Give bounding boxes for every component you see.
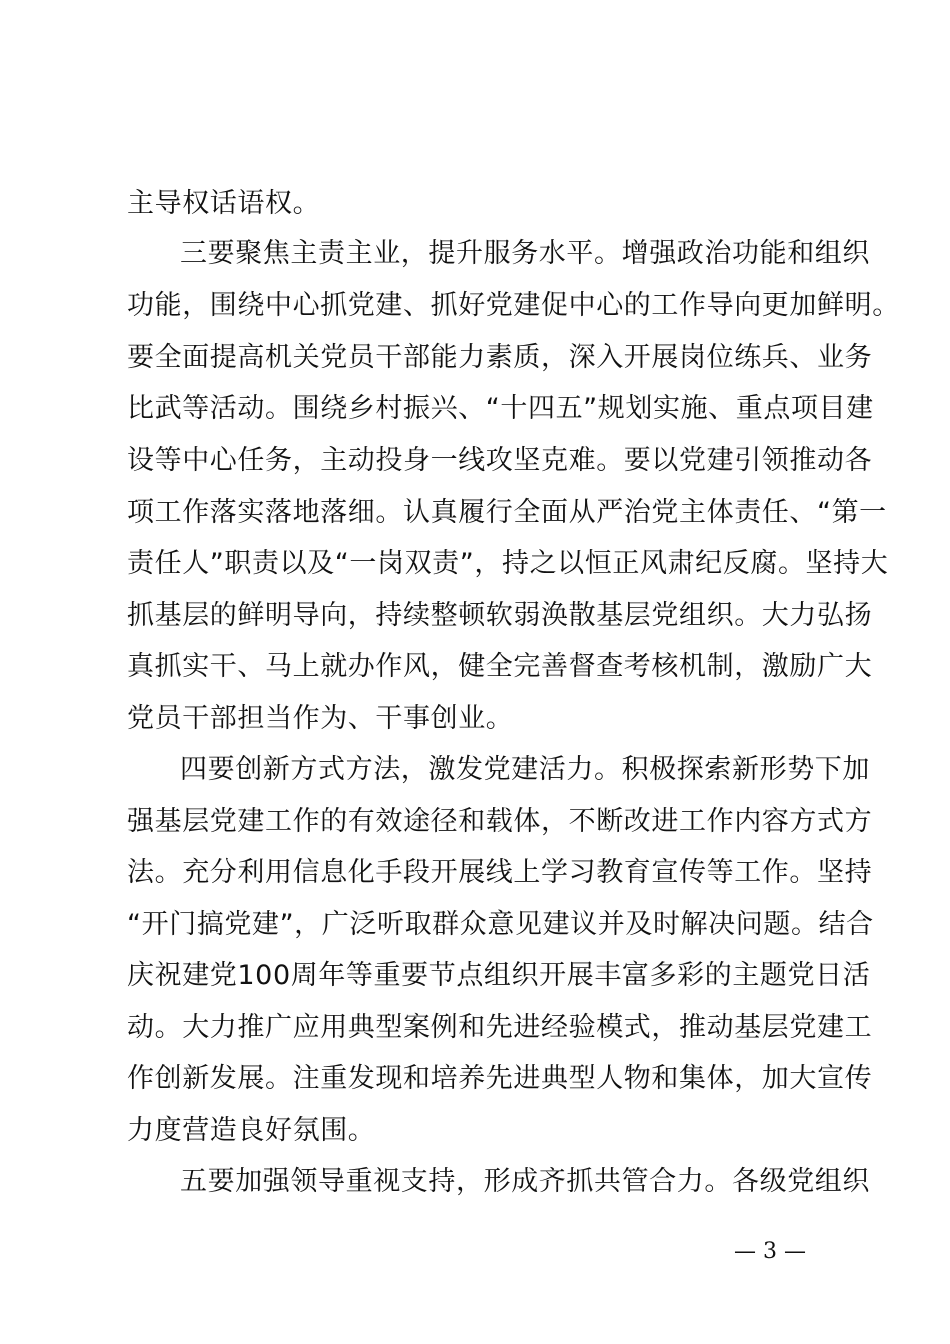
page-number: — 3 — xyxy=(734,1239,806,1264)
text-line: “开门搞党建”，广泛听取群众意见建议并及时解决问题。结合 xyxy=(127,909,874,940)
text-line: 法。充分利用信息化手段开展线上学习教育宣传等工作。坚持 xyxy=(127,857,873,888)
text-line: 要全面提高机关党员干部能力素质，深入开展岗位练兵、业务 xyxy=(127,342,873,373)
paragraph-start-line: 三要聚焦主责主业，提升服务水平。增强政治功能和组织 xyxy=(180,238,870,269)
text-line: 设等中心任务，主动投身一线攻坚克难。要以党建引领推动各 xyxy=(127,445,873,476)
text-line: 力度营造良好氛围。 xyxy=(127,1115,376,1146)
text-line: 强基层党建工作的有效途径和载体，不断改进工作内容方式方 xyxy=(127,806,873,837)
text-line: 比武等活动。围绕乡村振兴、“十四五”规划实施、重点项目建 xyxy=(127,393,874,424)
text-line: 抓基层的鲜明导向，持续整顿软弱涣散基层党组织。大力弘扬 xyxy=(127,600,873,631)
text-line: 庆祝建党100周年等重要节点组织开展丰富多彩的主题党日活 xyxy=(127,960,871,991)
text-line: 真抓实干、马上就办作风，健全完善督查考核机制，激励广大 xyxy=(127,651,873,682)
paragraph-start-line: 五要加强领导重视支持，形成齐抓共管合力。各级党组织 xyxy=(180,1166,870,1197)
text-line: 党员干部担当作为、干事创业。 xyxy=(127,703,514,734)
paragraph-start-line: 四要创新方式方法，激发党建活力。积极探索新形势下加 xyxy=(180,754,870,785)
text-line: 动。大力推广应用典型案例和先进经验模式，推动基层党建工 xyxy=(127,1012,873,1043)
text-line: 项工作落实落地落细。认真履行全面从严治党主体责任、“第一 xyxy=(127,497,887,528)
text-line: 责任人”职责以及“一岗双责”，持之以恒正风肃纪反腐。坚持大 xyxy=(127,548,889,579)
text-line: 功能，围绕中心抓党建、抓好党建促中心的工作导向更加鲜明。 xyxy=(127,290,900,321)
text-line: 主导权话语权。 xyxy=(127,188,321,219)
text-line: 作创新发展。注重发现和培养先进典型人物和集体，加大宣传 xyxy=(127,1063,873,1094)
